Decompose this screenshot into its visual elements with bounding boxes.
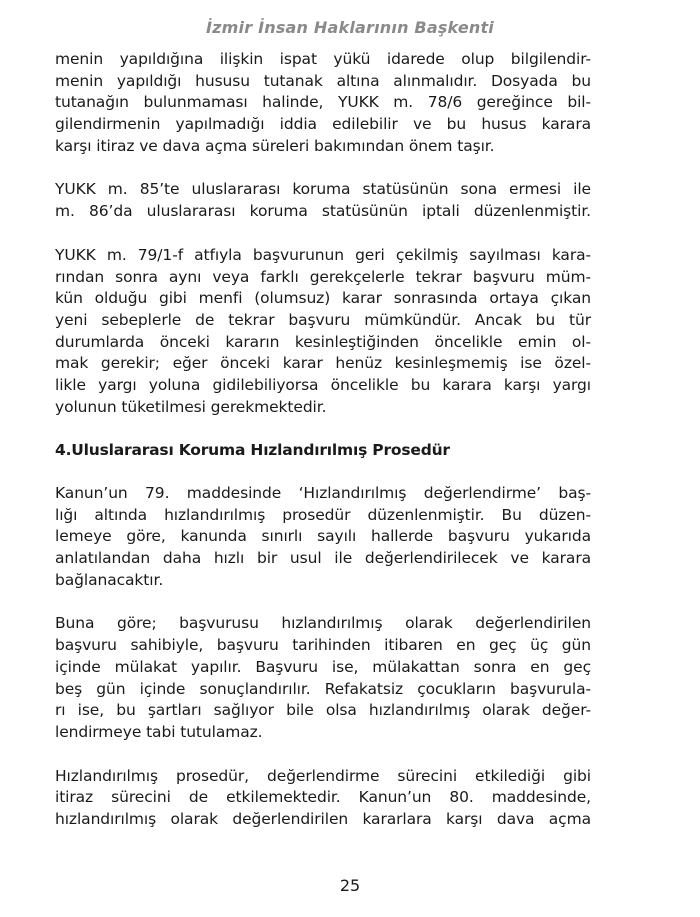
text-line: gilendirmenin yapılmadığı iddia edilebilir ve bu husus karara [55, 115, 591, 134]
text-line: kün olduğu gibi menfi (olumsuz) karar sonrasında ortaya çıkan [55, 289, 591, 308]
text-line: karşı itiraz ve dava açma süreleri bakımından önem taşır. [55, 136, 495, 155]
text-line: bağlanacaktır. [55, 570, 164, 589]
page-number: 25 [339, 876, 361, 895]
text-line: yolunun tüketilmesi gerekmektedir. [55, 397, 327, 416]
paragraph-appeal-process [55, 766, 591, 831]
text-line: rından sonra aynı veya farklı gerekçelerle tekrar başvuru müm- [55, 267, 591, 286]
text-line: Buna göre; başvurusu hızlandırılmış olarak değerlendirilen [55, 614, 591, 633]
text-line: durumlarda önceki kararın kesinleştiğinden öncelikle emin ol- [55, 332, 591, 351]
text-line: rı ise, bu şartları sağlıyor bile olsa hızlandırılmış olarak değer- [55, 701, 591, 720]
paragraph-reapplication [55, 245, 591, 419]
text-line: başvuru sahibiyle, başvuru tarihinden itibaren en geç üç gün [55, 636, 591, 655]
text-line: Kanun’un 79. maddesinde ‘Hızlandırılmış değerlendirme’ baş- [55, 484, 591, 503]
text-line: lığı altında hızlandırılmış prosedür düzenlenmiştir. Bu düzen- [55, 505, 591, 524]
text-line: YUKK m. 79/1-f atfıyla başvurunun geri çekilmiş sayılması kara- [55, 245, 591, 264]
text-line: YUKK m. 85’te uluslararası koruma statüsünün sona ermesi ile [55, 180, 591, 199]
text-line: lendirmeye tabi tutulamaz. [55, 722, 263, 741]
page-body [55, 49, 591, 853]
paragraph-article-79 [55, 483, 591, 591]
text-line: içinde mülakat yapılır. Başvuru ise, mülakattan sonra en geç [55, 657, 591, 676]
text-line: tutanağın bulunmaması halinde, YUKK m. 78/6 gereğince bil- [55, 93, 591, 112]
text-line: Hızlandırılmış prosedür, değerlendirme sürecini etkilediği gibi [55, 766, 591, 785]
paragraph-notification-burden [55, 49, 591, 157]
section-heading: 4.Uluslararası Koruma Hızlandırılmış Prosedür [55, 441, 450, 460]
text-line: yeni sebeplerle de tekrar başvuru mümkündür. Ancak bu tür [55, 310, 591, 329]
text-line: menin yapıldığı hususu tutanak altına alınmalıdır. Dosyada bu [55, 71, 591, 90]
text-line: itiraz sürecini de etkilemektedir. Kanun’un 80. maddesinde, [55, 788, 591, 807]
text-line: beş gün içinde sonuçlandırılır. Refakatsiz çocukların başvurula- [55, 679, 591, 698]
text-line: hızlandırılmış olarak değerlendirilen kararlara karşı dava açma [55, 809, 591, 828]
text-line: mak gerekir; eğer önceki karar henüz kesinleşmemiş ise özel- [55, 354, 591, 373]
text-line: anlatılandan daha hızlı bir usul ile değerlendirilecek ve karara [55, 549, 591, 568]
paragraph-status-termination [55, 179, 591, 222]
running-header: İzmir İnsan Haklarının Başkenti [206, 18, 494, 37]
text-line: menin yapıldığına ilişkin ispat yükü idarede olup bilgilendir- [55, 50, 591, 68]
paragraph-interview-timeline [55, 613, 591, 743]
text-line: lemeye göre, kanunda sınırlı sayılı hallerde başvuru yukarıda [55, 527, 591, 546]
text-line: m. 86’da uluslararası koruma statüsünün iptali düzenlenmiştir. [55, 202, 591, 221]
text-line: likle yargı yoluna gidilebiliyorsa öncelikle bu karara karşı yargı [55, 375, 591, 394]
